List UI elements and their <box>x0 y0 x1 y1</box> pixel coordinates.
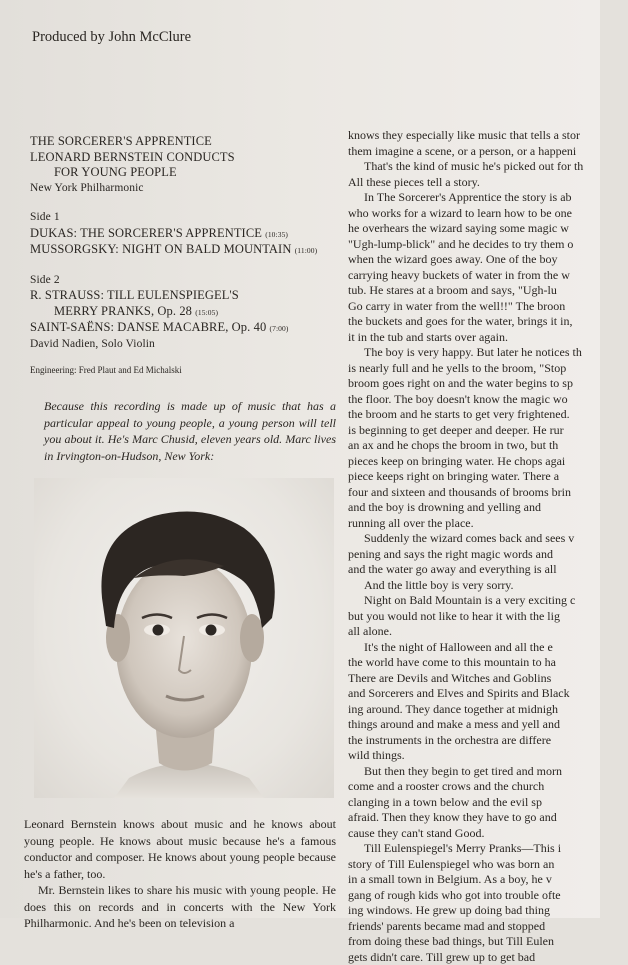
right-column-line: and the boy is drowning and yelling and <box>348 500 628 516</box>
side-1-track-1 <box>30 226 336 243</box>
right-column-line: running all over the place. <box>348 516 628 532</box>
track-title: DUKAS: THE SORCERER'S APPRENTICE <box>30 226 262 240</box>
track-title: SAINT-SAËNS: DANSE MACABRE, Op. 40 <box>30 320 266 334</box>
right-column-line: clanging in a town below and the evil sp <box>348 795 628 811</box>
boy-portrait-photo <box>34 478 334 798</box>
right-column-line: gets didn't care. Till grew up to get bad <box>348 950 628 965</box>
body-paragraph-1: Leonard Bernstein knows about music and he knows about young people. He knows about music because he's a famous conductor and composer. He knows about young people because he's a father, too. <box>24 816 336 882</box>
album-info <box>30 134 336 352</box>
right-column-line: the world have come to this mountain to ha <box>348 655 628 671</box>
track-time: (7:00) <box>270 324 289 333</box>
right-column-line: All these pieces tell a story. <box>348 175 628 191</box>
right-column-line: Suddenly the wizard comes back and sees v <box>348 531 628 547</box>
orchestra-name: New York Philharmonic <box>30 181 336 197</box>
album-subtitle-2: FOR YOUNG PEOPLE <box>30 165 336 181</box>
side-1-track-2 <box>30 242 336 259</box>
track-time: (10:35) <box>265 230 288 239</box>
right-column-line: things around and make a mess and yell and <box>348 717 628 733</box>
right-column-line: the buckets and goes for the water, brings it in, <box>348 314 628 330</box>
right-column-line: four and sixteen and thousands of brooms brin <box>348 485 628 501</box>
right-column-line: But then they begin to get tired and morn <box>348 764 628 780</box>
right-column-line: knows they especially like music that tells a stor <box>348 128 628 144</box>
right-column-line: is nearly full and he yells to the broom, "Stop <box>348 361 628 377</box>
right-column-line: the instruments in the orchestra are differe <box>348 733 628 749</box>
right-column-line: tub. He stares at a broom and says, "Ugh-lu <box>348 283 628 299</box>
right-column-line: an ax and he chops the broom in two, but th <box>348 438 628 454</box>
right-column-line: afraid. Then they know they have to go and <box>348 810 628 826</box>
right-column-line: cause they can't stand Good. <box>348 826 628 842</box>
right-column-line: gang of rough kids who got into trouble ofte <box>348 888 628 904</box>
right-column-line: it in the tub and starts over again. <box>348 330 628 346</box>
right-column-line: Till Eulenspiegel's Merry Pranks—This i <box>348 841 628 857</box>
right-column-line: "Ugh-lump-blick" and he decides to try them o <box>348 237 628 253</box>
right-column-line: ing around. They dance together at midnigh <box>348 702 628 718</box>
engineering-credit: Engineering: Fred Plaut and Ed Michalski <box>30 365 182 375</box>
right-column-line: broom goes right on and the water begins to sp <box>348 376 628 392</box>
right-column-line: the floor. The boy doesn't know the magic wo <box>348 392 628 408</box>
right-column-line: in a small town in Belgium. As a boy, he v <box>348 872 628 888</box>
right-column-line: Go carry in water from the well!!" The broon <box>348 299 628 315</box>
track-title: MUSSORGSKY: NIGHT ON BALD MOUNTAIN <box>30 242 291 256</box>
side-1-label: Side 1 <box>30 210 336 226</box>
right-column-line: wild things. <box>348 748 628 764</box>
track-time: (11:00) <box>295 246 318 255</box>
right-column-line: piece keeps right on bringing water. There a <box>348 469 628 485</box>
album-subtitle: LEONARD BERNSTEIN CONDUCTS <box>30 150 336 166</box>
side-2-track-1a: R. STRAUSS: TILL EULENSPIEGEL'S <box>30 288 336 304</box>
right-column-line: The boy is very happy. But later he notices th <box>348 345 628 361</box>
right-column-line: all alone. <box>348 624 628 640</box>
right-column-line: It's the night of Halloween and all the e <box>348 640 628 656</box>
right-column <box>348 0 600 918</box>
right-column-line: he overhears the wizard saying some magic w <box>348 221 628 237</box>
right-column-line: pieces keep on bringing water. He chops agai <box>348 454 628 470</box>
right-column-line: the broom and he starts to get very frightened. <box>348 407 628 423</box>
right-column-line: There are Devils and Witches and Goblins <box>348 671 628 687</box>
right-column-line: friends' parents became mad and stopped <box>348 919 628 935</box>
body-paragraph-2: Mr. Bernstein likes to share his music with young people. He does this on records and in concerts with the New York Philharmonic. And he's been on television a <box>24 882 336 932</box>
side-2-label: Side 2 <box>30 273 336 289</box>
producer-credit: Produced by John McClure <box>32 29 191 46</box>
soloist-credit: David Nadien, Solo Violin <box>30 337 336 353</box>
right-column-line: and Sorcerers and Elves and Spirits and Black <box>348 686 628 702</box>
right-column-line: story of Till Eulenspiegel who was born an <box>348 857 628 873</box>
right-column-line: ing windows. He grew up doing bad thing <box>348 903 628 919</box>
left-body-text <box>24 816 336 932</box>
intro-paragraph: Because this recording is made up of music that has a particular appeal to young people, a young person will tell you about it. He's Marc Chusid, eleven years old. Marc lives in Irvington-on-Hudson, New York: <box>44 398 336 464</box>
album-title: THE SORCERER'S APPRENTICE <box>30 134 336 150</box>
right-column-line: is beginning to get deeper and deeper. He rur <box>348 423 628 439</box>
right-column-line: That's the kind of music he's picked out for th <box>348 159 628 175</box>
right-column-line: but you would not like to hear it with the lig <box>348 609 628 625</box>
right-column-line: who works for a wizard to learn how to be one <box>348 206 628 222</box>
side-2-track-2 <box>30 320 336 337</box>
track-time: (15:05) <box>195 308 218 317</box>
right-column-text <box>348 128 628 965</box>
right-column-line: and the water go away and everything is all <box>348 562 628 578</box>
right-column-line: Night on Bald Mountain is a very exciting c <box>348 593 628 609</box>
right-column-line: And the little boy is very sorry. <box>348 578 628 594</box>
track-title: MERRY PRANKS, Op. 28 <box>54 304 192 318</box>
right-column-line: pening and says the right magic words and <box>348 547 628 563</box>
right-column-line: them imagine a scene, or a person, or a happeni <box>348 144 628 160</box>
right-column-line: when the wizard goes away. One of the boy <box>348 252 628 268</box>
side-2-track-1b <box>30 304 336 321</box>
right-column-line: carrying heavy buckets of water in from the w <box>348 268 628 284</box>
right-column-line: from doing these bad things, but Till Eulen <box>348 934 628 950</box>
right-column-line: come and a rooster crows and the church <box>348 779 628 795</box>
right-column-line: In The Sorcerer's Apprentice the story is ab <box>348 190 628 206</box>
